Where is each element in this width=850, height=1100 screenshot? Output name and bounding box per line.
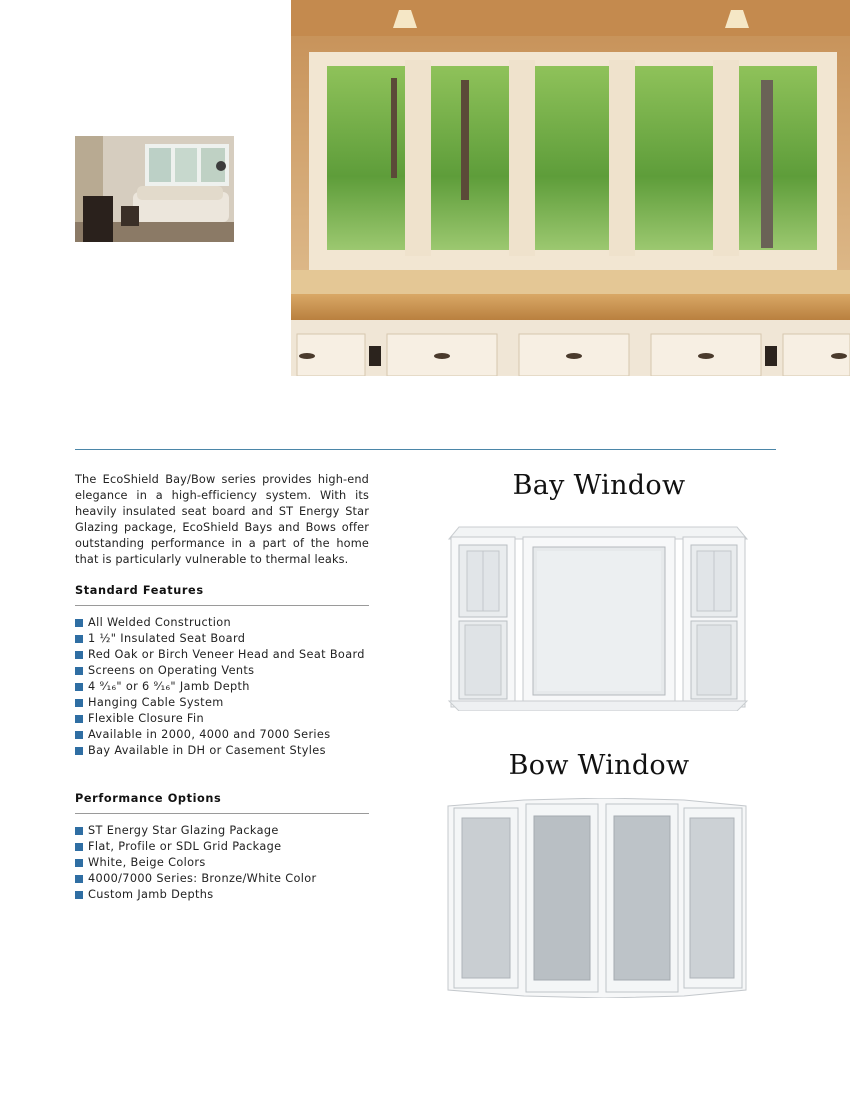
standard-features-rule: [75, 605, 369, 606]
bow-window-title: Bow Window: [508, 750, 690, 781]
list-item: Available in 2000, 4000 and 7000 Series: [75, 727, 385, 743]
list-item: Screens on Operating Vents: [75, 663, 385, 679]
standard-features-heading: Standard Features: [75, 584, 204, 597]
intro-paragraph: The EcoShield Bay/Bow series provides high-end elegance in a high-efficiency system. With its heavily insulated seat board and ST Energy Star Glazing package, EcoShield Bays and Bows offer outstanding performance in a part of the home that is particularly vulnerable to thermal leaks.: [75, 473, 369, 566]
performance-options-list: [75, 823, 385, 903]
list-item: 4000/7000 Series: Bronze/White Color: [75, 871, 385, 887]
list-item: Flat, Profile or SDL Grid Package: [75, 839, 385, 855]
living-room-photo: [75, 136, 234, 242]
list-item: ST Energy Star Glazing Package: [75, 823, 385, 839]
bay-window-interior-photo: [291, 0, 850, 376]
list-item: Custom Jamb Depths: [75, 887, 385, 903]
list-item: Red Oak or Birch Veneer Head and Seat Board: [75, 647, 385, 663]
list-item: All Welded Construction: [75, 615, 385, 631]
standard-features-list: [75, 615, 385, 759]
performance-options-heading: Performance Options: [75, 792, 222, 805]
list-item: Hanging Cable System: [75, 695, 385, 711]
list-item: Bay Available in DH or Casement Styles: [75, 743, 385, 759]
bay-window-illustration: [447, 525, 749, 715]
list-item: 4 ⁹⁄₁₆" or 6 ⁹⁄₁₆" Jamb Depth: [75, 679, 385, 695]
bay-window-title: Bay Window: [512, 470, 686, 501]
list-item: Flexible Closure Fin: [75, 711, 385, 727]
bow-window-illustration: [444, 798, 750, 1002]
section-divider: [75, 449, 776, 450]
list-item: White, Beige Colors: [75, 855, 385, 871]
list-item: 1 ½" Insulated Seat Board: [75, 631, 385, 647]
performance-options-rule: [75, 813, 369, 814]
